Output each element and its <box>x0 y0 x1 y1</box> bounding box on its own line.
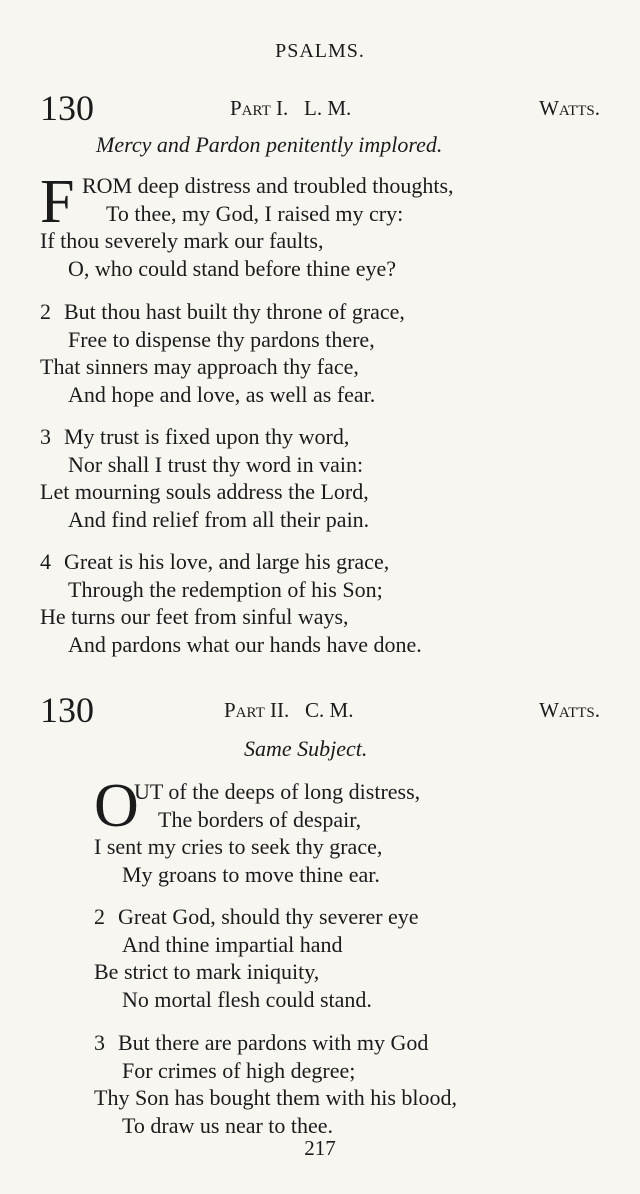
stanza-number: 3 <box>94 1030 105 1055</box>
hymn-1-stanza-4 <box>40 548 422 658</box>
verse-line: But thou hast built thy throne of grace, <box>64 299 405 324</box>
verse-line: And hope and love, as well as fear. <box>68 381 376 407</box>
verse-line: Nor shall I trust thy word in vain: <box>68 451 364 477</box>
stanza-number: 4 <box>40 549 51 574</box>
hymn-1-header <box>40 88 600 128</box>
hymn-2-meter: Part II. C. M. <box>224 698 354 722</box>
verse-line: To draw us near to thee. <box>122 1112 334 1138</box>
hymn-1-meter: Part I. L. M. <box>230 96 352 120</box>
verse-line: Free to dispense thy pardons there, <box>68 326 375 352</box>
page-number: 217 <box>304 1136 336 1160</box>
verse-line: And thine impartial hand <box>122 931 343 957</box>
verse-line: That sinners may approach thy face, <box>40 354 359 379</box>
hymn-2-subtitle: Same Subject. <box>244 736 368 761</box>
verse-line: To thee, my God, I raised my cry: <box>106 200 404 226</box>
verse-line: I sent my cries to seek thy grace, <box>94 834 383 859</box>
hymn-2-stanza-2 <box>94 903 419 1013</box>
hymn-1-dropcap: F <box>40 168 75 236</box>
verse-line: My trust is fixed upon thy word, <box>64 424 350 449</box>
verse-line: Be strict to mark iniquity, <box>94 959 320 984</box>
verse-line: But there are pardons with my God <box>118 1030 429 1055</box>
verse-line: My groans to move thine ear. <box>122 861 380 887</box>
verse-line: For crimes of high degree; <box>122 1057 356 1083</box>
stanza-number: 2 <box>40 299 51 324</box>
verse-line: Thy Son has bought them with his blood, <box>94 1085 457 1110</box>
verse-line: Let mourning souls address the Lord, <box>40 479 369 504</box>
verse-line: Great God, should thy severer eye <box>118 904 419 929</box>
verse-line: UT of the deeps of long distress, <box>134 779 421 804</box>
hymn-2-stanza-1 <box>94 772 421 888</box>
verse-line: And pardons what our hands have done. <box>68 631 422 657</box>
hymn-1-subtitle: Mercy and Pardon penitently implored. <box>96 132 443 157</box>
verse-line: Through the redemption of his Son; <box>68 576 383 602</box>
hymn-1-stanza-1 <box>40 168 454 282</box>
hymn-2-number: 130 <box>40 690 94 730</box>
hymn-1-stanza-3 <box>40 423 369 533</box>
running-head: PSALMS. <box>275 40 365 62</box>
hymn-1-number: 130 <box>40 88 94 128</box>
hymn-1-author: Watts. <box>539 96 600 120</box>
hymn-2-author: Watts. <box>539 698 600 722</box>
verse-line: ROM deep distress and troubled thoughts, <box>82 173 454 198</box>
verse-line: And find relief from all their pain. <box>68 506 370 532</box>
hymn-2-stanza-3 <box>94 1029 457 1139</box>
hymn-1-stanza-2 <box>40 298 405 408</box>
verse-line: Great is his love, and large his grace, <box>64 549 390 574</box>
stanza-number: 3 <box>40 424 51 449</box>
verse-line: O, who could stand before thine eye? <box>68 255 397 281</box>
hymn-2-dropcap: O <box>94 772 139 840</box>
verse-line: No mortal flesh could stand. <box>122 986 372 1012</box>
verse-line: The borders of despair, <box>158 806 362 832</box>
hymn-2-header <box>40 690 600 730</box>
verse-line: If thou severely mark our faults, <box>40 228 324 253</box>
stanza-number: 2 <box>94 904 105 929</box>
verse-line: He turns our feet from sinful ways, <box>40 604 349 629</box>
